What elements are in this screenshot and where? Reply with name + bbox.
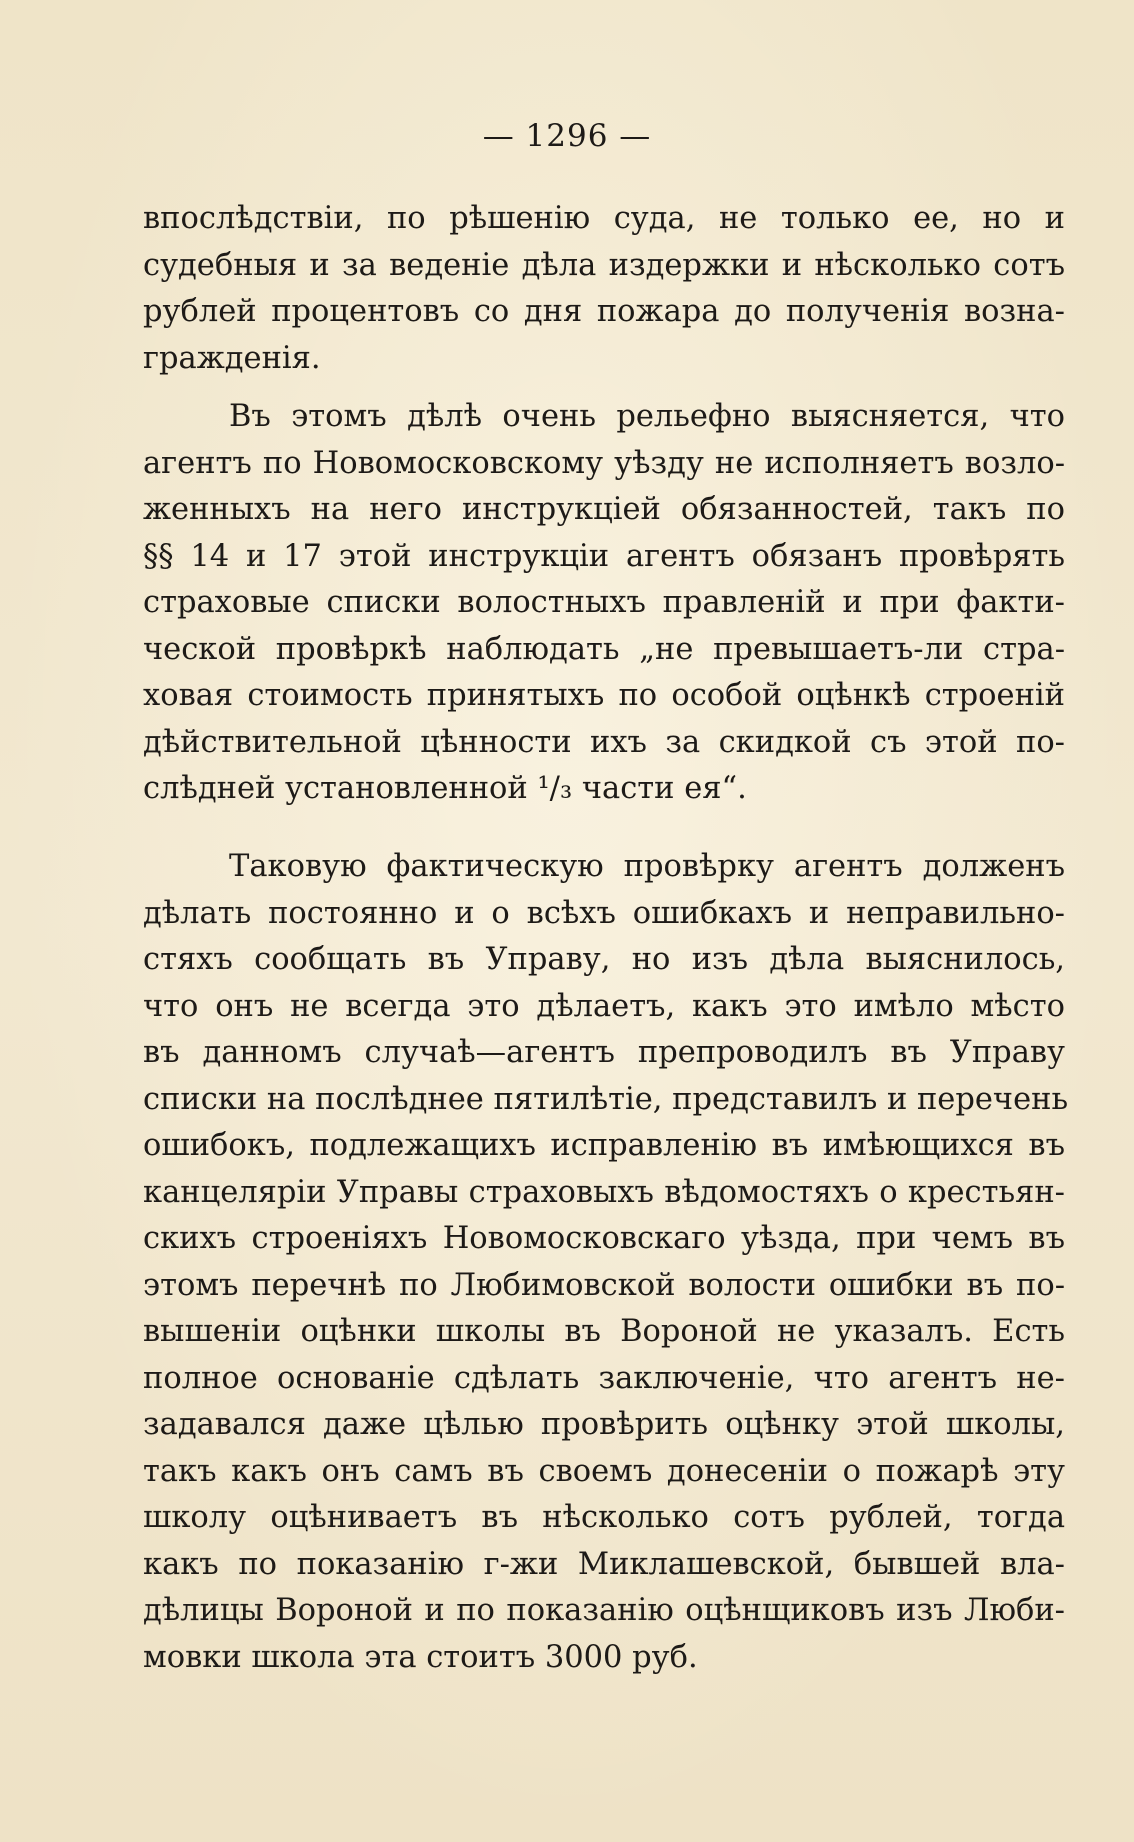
text-line: женныхъ на него инструкціей обязанностей, такъ по [143, 492, 1065, 527]
text-line: агентъ по Новомосковскому уѣзду не исполняетъ возло- [143, 445, 1065, 481]
text-line: слѣдней установленной ¹/₃ части ея“. [143, 771, 747, 806]
text-line: задавался даже цѣлью провѣрить оцѣнку этой школы, [143, 1407, 1065, 1442]
text-line: страховые списки волостныхъ правленій и при факти- [143, 585, 1065, 620]
paragraph-3 [143, 844, 1069, 1681]
text-line: Таковую фактическую провѣрку агентъ долженъ [229, 849, 1065, 884]
text-line: ческой провѣркѣ наблюдать „не превышаетъ-ли стра- [143, 631, 1065, 667]
text-line: этомъ перечнѣ по Любимовской волости ошибки въ по- [143, 1267, 1065, 1303]
text-line: вышеніи оцѣнки школы въ Вороной не указалъ. Есть [143, 1314, 1065, 1349]
page-number: — 1296 — [482, 118, 652, 154]
text-line: ошибокъ, подлежащихъ исправленію въ имѣющихся въ [143, 1128, 1065, 1163]
text-line: дѣлицы Вороной и по показанію оцѣнщиковъ изъ Люби- [143, 1593, 1065, 1628]
text-line: мовки школа эта стоитъ 3000 руб. [143, 1639, 698, 1675]
text-line: скихъ строеніяхъ Новомосковскаго уѣзда, при чемъ въ [143, 1221, 1065, 1256]
text-line: дѣлать постоянно и о всѣхъ ошибкахъ и неправильно- [143, 895, 1065, 931]
text-line: что онъ не всегда это дѣлаетъ, какъ это имѣло мѣсто [143, 988, 1065, 1024]
text-line: дѣйствительной цѣнности ихъ за скидкой съ этой по- [143, 724, 1065, 760]
text-line: въ данномъ случаѣ—агентъ препроводилъ въ Управу [143, 1035, 1065, 1070]
text-line: судебныя и за веденіе дѣла издержки и нѣсколько сотъ [143, 247, 1065, 283]
text-line: ховая стоимость принятыхъ по особой оцѣнкѣ строеній [143, 678, 1065, 713]
text-line: стяхъ сообщать въ Управу, но изъ дѣла выяснилось, [143, 942, 1065, 977]
text-line: §§ 14 и 17 этой инструкціи агентъ обязанъ провѣрять [143, 538, 1065, 574]
paragraph-1 [143, 196, 1065, 382]
text-line: канцеляріи Управы страховыхъ вѣдомостяхъ о крестьян- [143, 1174, 1065, 1210]
text-line: такъ какъ онъ самъ въ своемъ донесеніи о пожарѣ эту [143, 1453, 1065, 1489]
text-line: полное основаніе сдѣлать заключеніе, что агентъ не- [143, 1360, 1065, 1396]
text-line: Въ этомъ дѣлѣ очень рельефно выясняется, что [229, 399, 1065, 434]
text-line: гражденія. [143, 340, 321, 376]
text-line: какъ по показанію г-жи Миклашевской, бывшей вла- [143, 1546, 1065, 1582]
text-line: рублей процентовъ со дня пожара до полученія возна- [143, 294, 1065, 329]
text-line: списки на послѣднее пятилѣтіе, представилъ и перечень [143, 1081, 1069, 1117]
text-line: школу оцѣниваетъ въ нѣсколько сотъ рублей, тогда [143, 1500, 1065, 1535]
paragraph-2 [143, 394, 1065, 813]
text-line: впослѣдствіи, по рѣшенію суда, не только ее, но и [143, 201, 1065, 236]
